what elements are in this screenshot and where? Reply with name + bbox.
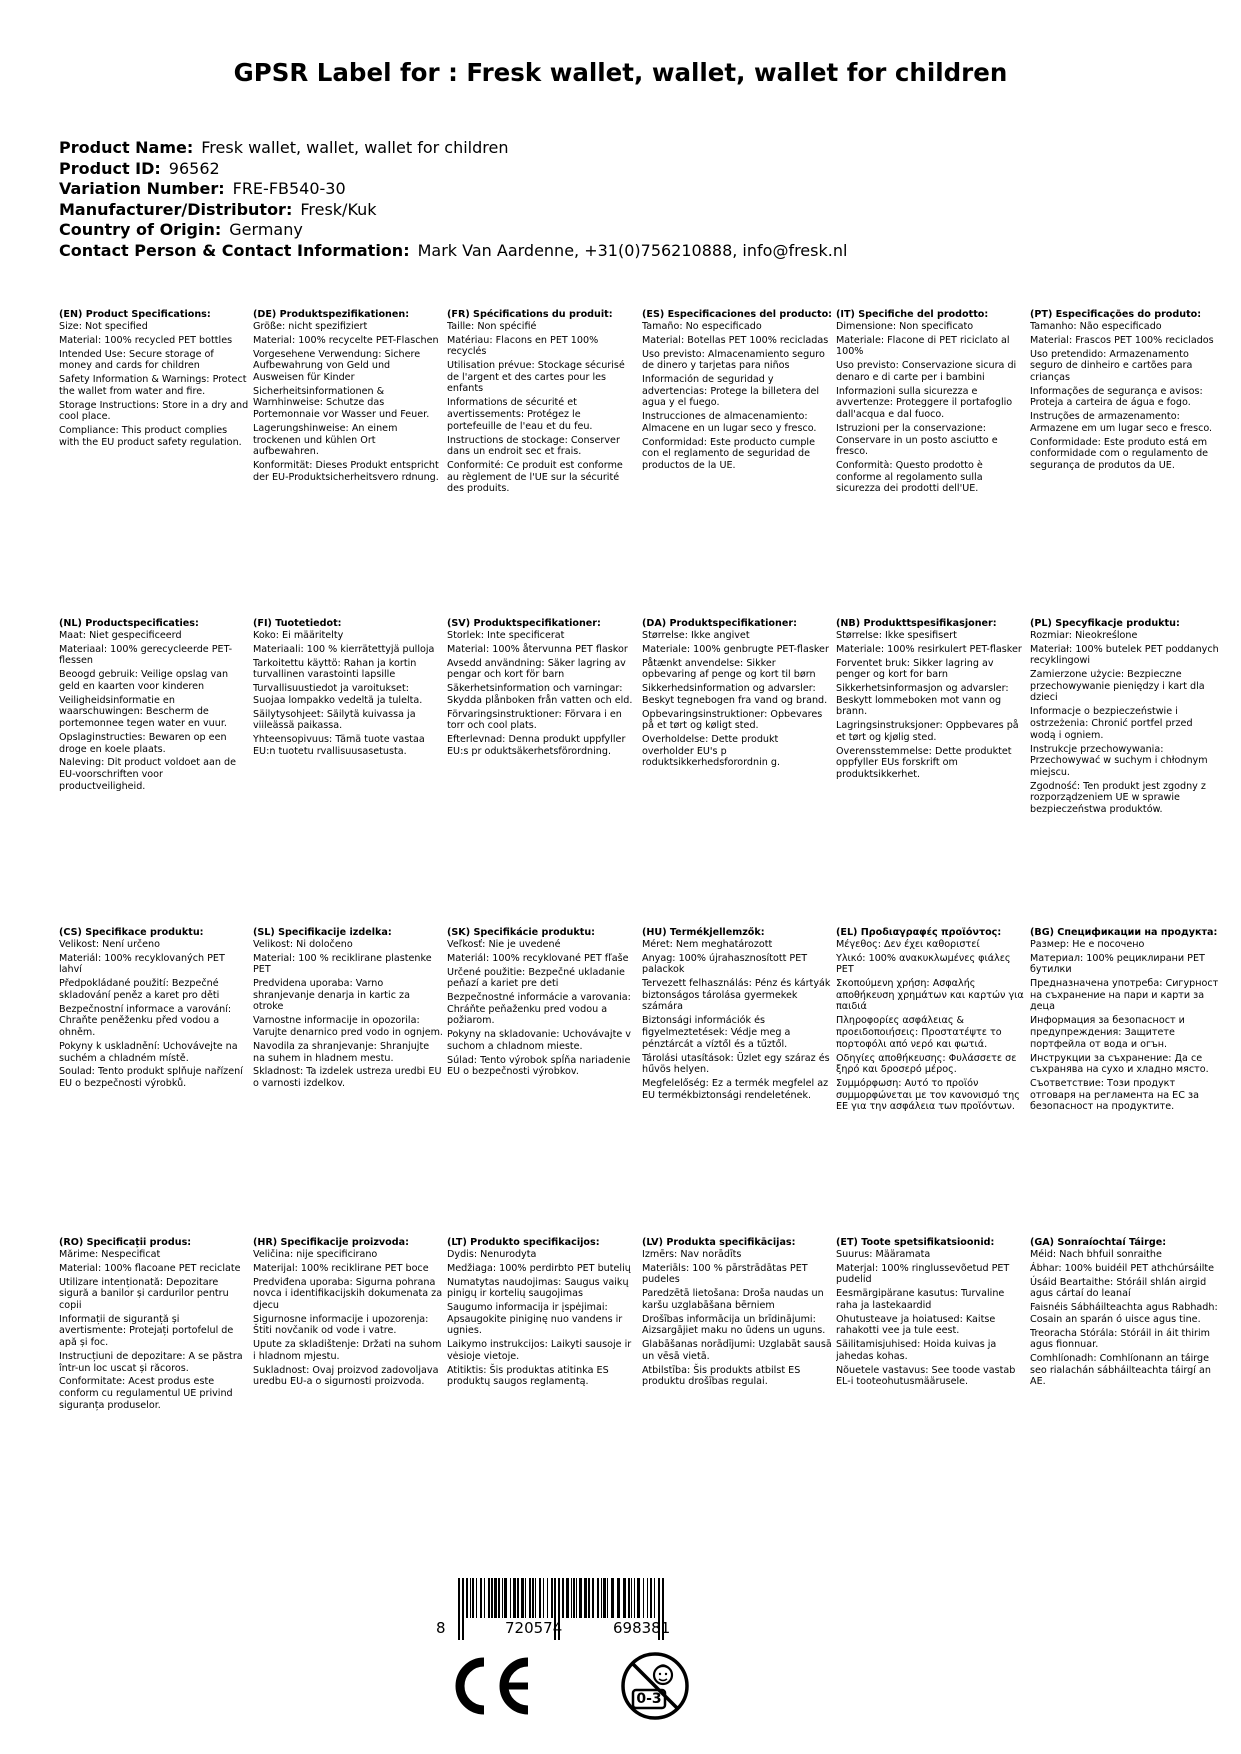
- spec-line: Varnostne informacije in opozorila: Varujte denarnico pred vodo in ognjem.: [253, 1015, 443, 1038]
- spec-line: Zamierzone użycie: Bezpieczne przechowywanie pieniędzy i kart dla dzieci: [1030, 669, 1205, 704]
- spec-line: Anyag: 100% újrahasznosított PET palackok: [642, 952, 808, 976]
- spec-line: Υλικό: 100% ανακυκλωμένες φιάλες PET: [836, 952, 1011, 976]
- spec-block: [836, 309, 1026, 497]
- spec-block: [1030, 927, 1220, 1115]
- spec-line: Glabāšanas norādījumi: Uzglabāt sausā un vēsā vietā.: [642, 1339, 832, 1362]
- spec-heading: (DE) Produktspezifikationen:: [253, 309, 410, 320]
- spec-heading: (HU) Termékjellemzők:: [642, 927, 765, 938]
- spec-line: Safety Information & Warnings: Protect the wallet from water and fire.: [59, 374, 247, 397]
- spec-heading: (FR) Spécifications du produit:: [447, 309, 613, 320]
- spec-heading: (IT) Specifiche del prodotto:: [836, 309, 989, 320]
- spec-block: [253, 309, 443, 486]
- spec-line: Instructions de stockage: Conserver dans un endroit sec et frais.: [447, 434, 620, 458]
- spec-line: Tamaño: No especificado: [642, 320, 762, 332]
- spec-heading: (ET) Toote spetsifikatsioonid:: [836, 1237, 995, 1248]
- spec-line: Utilisation prévue: Stockage sécurisé de l'argent et des cartes pour les enfants: [447, 360, 625, 395]
- spec-line: Súlad: Tento výrobok spĺňa nariadenie EU o bezpečnosti výrobkov.: [447, 1054, 631, 1078]
- info-value: Fresk/Kuk: [300, 199, 377, 219]
- spec-line: Informazioni sulla sicurezza e avvertenze: Proteggere il portafoglio dall'acqua e dal fuoco.: [836, 385, 1013, 420]
- spec-line: Material: 100 % reciklirane plastenke PET: [253, 952, 432, 976]
- spec-line: Úsáid Beartaithe: Stóráil shlán airgid agus cártaí do leanaí: [1030, 1276, 1207, 1300]
- spec-line: Rozmiar: Nieokreślone: [1030, 629, 1138, 641]
- spec-line: Compliance: This product complies with the EU product safety regulation.: [59, 425, 242, 448]
- spec-heading: (GA) Sonraíochtaí Táirge:: [1030, 1237, 1167, 1248]
- spec-block: [59, 618, 249, 795]
- spec-line: Utilizare intenționată: Depozitare sigură a banilor și cardurilor pentru copii: [59, 1276, 229, 1311]
- spec-line: Nõuetele vastavus: See toode vastab EL-i tooteohutusmäärusele.: [836, 1364, 1016, 1388]
- spec-line: Opbevaringsinstruktioner: Opbevares på et tørt og køligt sted.: [642, 708, 823, 732]
- spec-heading: (EL) Προδιαγραφές προϊόντος:: [836, 927, 1002, 938]
- spec-line: Bezpečnostní informace a varování: Chraňte peněženku před vodou a ohněm.: [59, 1003, 232, 1038]
- info-label: Country of Origin:: [59, 220, 222, 240]
- spec-block: [59, 309, 249, 451]
- spec-line: Material: 100% återvunna PET flaskor: [447, 643, 628, 655]
- spec-line: Materiāls: 100 % pārstrādātas PET pudeles: [642, 1262, 808, 1286]
- spec-line: Atbilstība: Šis produkts atbilst ES produktu drošības regulai.: [642, 1364, 801, 1388]
- spec-block: [642, 927, 832, 1104]
- spec-line: Sukladnost: Ovaj proizvod zadovoljava uredbu EU-a o sigurnosti proizvoda.: [253, 1364, 439, 1388]
- spec-line: Veľkosť: Nie je uvedené: [447, 938, 561, 950]
- spec-line: Intended Use: Secure storage of money and cards for children: [59, 348, 214, 372]
- not-for-children-0-3-icon: [619, 1650, 691, 1726]
- spec-line: Tárolási utasítások: Üzlet egy száraz és hűvös helyen.: [642, 1052, 830, 1076]
- variation-number-row: [59, 179, 847, 200]
- spec-line: Materjal: 100% ringlussevõetud PET pudelid: [836, 1262, 1010, 1286]
- spec-line: Lagerungshinweise: An einem trockenen und kühlen Ort aufbewahren.: [253, 422, 398, 458]
- spec-line: Conformidade: Este produto está em conformidade com o regulamento de segurança de produtos da UE.: [1030, 436, 1209, 472]
- spec-line: Forventet bruk: Sikker lagring av penger og kort for barn: [836, 657, 994, 681]
- spec-line: Numatytas naudojimas: Saugus vaikų pinigų ir kortelių saugojimas: [447, 1276, 629, 1300]
- spec-line: Uso previsto: Conservazione sicura di denaro e di carte per i bambini: [836, 360, 1017, 383]
- spec-line: Laikymo instrukcijos: Laikyti sausoje ir vėsioje vietoje.: [447, 1339, 632, 1362]
- spec-line: Dimensione: Non specificato: [836, 320, 974, 332]
- spec-line: Pokyny k uskladnění: Uchovávejte na suchém a chladném místě.: [59, 1040, 238, 1064]
- spec-line: Efterlevnad: Denna produkt uppfyller EU:s pr oduktsäkerhetsförordning.: [447, 734, 626, 757]
- spec-line: Οδηγίες αποθήκευσης: Φυλάσσετε σε ξηρό και δροσερό μέρος.: [836, 1052, 1017, 1076]
- spec-heading: (ES) Especificaciones del producto:: [642, 309, 832, 320]
- spec-line: Taille: Non spécifié: [447, 320, 537, 332]
- spec-line: Atitiktis: Šis produktas atitinka ES produktų saugos reglamentą.: [447, 1364, 609, 1388]
- spec-heading: (PT) Especificações do produto:: [1030, 309, 1202, 320]
- spec-line: Eesmärgipärane kasutus: Turvaline raha ja lastekaardid: [836, 1288, 1005, 1311]
- spec-line: Tervezett felhasználás: Pénz és kártyák biztonságos tárolása gyermekek számára: [642, 978, 831, 1013]
- spec-line: Overensstemmelse: Dette produktet oppfyller EUs forskrift om produktsikkerhet.: [836, 745, 1012, 781]
- info-value: 96562: [168, 158, 220, 178]
- spec-line: Matériau: Flacons en PET 100% recyclés: [447, 334, 599, 358]
- spec-line: Megfelelőség: Ez a termék megfelel az EU termékbiztonsági rendeletének.: [642, 1078, 829, 1101]
- spec-line: Predvidena uporaba: Varno shranjevanje denarja in kartic za otroke: [253, 978, 410, 1013]
- spec-block: [59, 927, 249, 1092]
- spec-line: Uso previsto: Almacenamiento seguro de dinero y tarjetas para niños: [642, 348, 825, 372]
- spec-heading: (PL) Specyfikacje produktu:: [1030, 618, 1180, 629]
- spec-line: Materiál: 100% recyklované PET fľaše: [447, 952, 629, 964]
- spec-line: Μέγεθος: Δεν έχει καθοριστεί: [836, 938, 980, 950]
- spec-line: Méret: Nem meghatározott: [642, 938, 773, 950]
- spec-line: Určené použitie: Bezpečné ukladanie peňazí a kariet pre deti: [447, 966, 625, 990]
- info-label: Manufacturer/Distributor:: [59, 199, 293, 219]
- spec-line: Påtænkt anvendelse: Sikker opbevaring af penge og kort til børn: [642, 657, 816, 681]
- info-value: FRE-FB540-30: [232, 179, 346, 199]
- spec-line: Conformità: Questo prodotto è conforme al regolamento sulla sicurezza dei prodotti dell'UE.: [836, 460, 983, 495]
- spec-line: Material: 100% recycled PET bottles: [59, 334, 233, 346]
- spec-block: [1030, 618, 1220, 818]
- spec-line: Instruções de armazenamento: Armazene em um lugar seco e fresco.: [1030, 411, 1213, 434]
- spec-line: Instrukcje przechowywania: Przechowywać w suchym i chłodnym miejscu.: [1030, 743, 1208, 778]
- info-label: Product ID:: [59, 158, 161, 178]
- spec-line: Drošības informācija un brīdinājumi: Aizsargājiet maku no ūdens un uguns.: [642, 1313, 826, 1337]
- spec-line: Säkerhetsinformation och varningar: Skydda plånboken från vatten och eld.: [447, 683, 633, 706]
- spec-line: Medžiaga: 100% perdirbto PET butelių: [447, 1262, 631, 1274]
- product-id-row: [59, 159, 847, 180]
- spec-line: Инструкции за съхранение: Да се съхранява на сухо и хладно място.: [1030, 1052, 1209, 1076]
- spec-line: Material: Frascos PET 100% reciclados: [1030, 334, 1214, 346]
- spec-line: Materiaali: 100 % kierrätettyjä pulloja: [253, 643, 435, 655]
- spec-heading: (SK) Špecifikácie produktu:: [447, 927, 596, 938]
- spec-block: [836, 618, 1026, 783]
- spec-line: Sigurnosne informacije i upozorenja: Štiti novčanik od vode i vatre.: [253, 1313, 429, 1337]
- spec-line: Předpokládané použití: Bezpečné skladování peněz a karet pro děti: [59, 978, 220, 1001]
- spec-line: Informações de segurança e avisos: Proteja a carteira de água e fogo.: [1030, 385, 1203, 409]
- product-info: [59, 138, 847, 262]
- spec-block: [642, 1237, 832, 1390]
- spec-heading: (LT) Produkto specifikacijos:: [447, 1237, 600, 1248]
- spec-line: Predviđena uporaba: Sigurna pohrana novca i identifikacijskih dokumenata za djecu: [253, 1276, 443, 1311]
- spec-block: [447, 927, 637, 1080]
- spec-line: Conformité: Ce produit est conforme au règlement de l'UE sur la sécurité des produits.: [447, 460, 623, 495]
- spec-block: [447, 1237, 637, 1390]
- spec-line: Materiale: 100% resirkulert PET-flasker: [836, 643, 1022, 655]
- spec-block: [253, 618, 443, 760]
- spec-block: [447, 309, 637, 497]
- spec-line: Maat: Niet gespecificeerd: [59, 629, 182, 641]
- spec-line: Σκοπούμενη χρήση: Ασφαλής αποθήκευση χρημάτων και καρτών για παιδιά: [836, 978, 1024, 1013]
- country-row: [59, 220, 847, 241]
- spec-line: Tarkoitettu käyttö: Rahan ja kortin turvallinen varastointi lapsille: [253, 657, 417, 681]
- spec-line: Navodila za shranjevanje: Shranjujte na suhem in hladnem mestu.: [253, 1040, 430, 1064]
- spec-block: [253, 927, 443, 1092]
- spec-line: Vorgesehene Verwendung: Sichere Aufbewahrung von Geld und Ausweisen für Kinder: [253, 348, 421, 383]
- spec-line: Предназначена употреба: Сигурност на съхранение на пари и карти за деца: [1030, 978, 1219, 1013]
- spec-line: Uso pretendido: Armazenamento seguro de dinheiro e cartões para crianças: [1030, 348, 1193, 383]
- spec-line: Размер: Не е посочено: [1030, 938, 1145, 950]
- spec-heading: (RO) Specificații produs:: [59, 1237, 192, 1248]
- spec-block: [59, 1237, 249, 1414]
- spec-line: Materijal: 100% reciklirane PET boce: [253, 1262, 429, 1274]
- spec-line: Pokyny na skladovanie: Uchovávajte v suchom a chladnom mieste.: [447, 1029, 631, 1052]
- spec-line: Material: Botellas PET 100% recicladas: [642, 334, 829, 346]
- spec-line: Størrelse: Ikke angivet: [642, 629, 750, 641]
- spec-line: Comhlíonadh: Comhlíonann an táirge seo rialachán sábháilteachta táirgí an AE.: [1030, 1353, 1211, 1388]
- spec-line: Mărime: Nespecificat: [59, 1248, 161, 1260]
- spec-heading: (CS) Specifikace produktu:: [59, 927, 204, 938]
- spec-line: Conformidad: Este producto cumple con el reglamento de seguridad de productos de la UE.: [642, 436, 815, 472]
- info-value: Fresk wallet, wallet, wallet for children: [201, 138, 509, 157]
- spec-line: Faisnéis Sábháilteachta agus Rabhadh: Cosain an sparán ó uisce agus tine.: [1030, 1302, 1218, 1325]
- spec-line: Size: Not specified: [59, 320, 148, 332]
- spec-line: Naleving: Dit product voldoet aan de EU-voorschriften voor productveiligheid.: [59, 757, 236, 792]
- barcode-digit-first: 8: [436, 1619, 446, 1637]
- spec-line: Veiligheidsinformatie en waarschuwingen: Bescherm de portemonnee tegen water en vuur.: [59, 694, 227, 729]
- spec-line: Instrucciones de almacenamiento: Almacene en un lugar seco y fresco.: [642, 411, 817, 434]
- spec-line: Material: 100% recycelte PET-Flaschen: [253, 334, 439, 346]
- spec-line: Dydis: Nenurodyta: [447, 1248, 537, 1260]
- spec-line: Opslaginstructies: Bewaren op een droge en koele plaats.: [59, 731, 227, 755]
- info-value: Germany: [229, 220, 303, 240]
- info-label: Variation Number:: [59, 179, 225, 199]
- spec-block: [447, 618, 637, 760]
- spec-block: [836, 927, 1026, 1115]
- spec-line: Materiale: Flacone di PET riciclato al 100%: [836, 334, 1010, 358]
- spec-line: Съответствие: Този продукт отговаря на регламента на ЕС за безопасност на продуктите.: [1030, 1078, 1199, 1113]
- spec-line: Zgodność: Ten produkt jest zgodny z rozporządzeniem UE w sprawie bezpieczeństwa produktów.: [1030, 780, 1206, 815]
- spec-line: Materiaal: 100% gerecycleerde PET-flessen: [59, 643, 233, 667]
- spec-line: Materiale: 100% genbrugte PET-flasker: [642, 643, 829, 655]
- spec-line: Sicherheitsinformationen & Warnhinweise: Schutze das Portemonnaie vor Wasser und Feuer.: [253, 385, 430, 420]
- spec-line: Lagringsinstruksjoner: Oppbevares på et tørt og kjølig sted.: [836, 720, 1019, 743]
- spec-line: Veličina: nije specificirano: [253, 1248, 378, 1260]
- spec-line: Πληροφορίες ασφάλειας & προειδοποιήσεις: Προστατέψτε το πορτοφόλι από νερό και φωτιά.: [836, 1015, 1002, 1050]
- spec-line: Velikost: Ni določeno: [253, 938, 353, 950]
- spec-block: [1030, 309, 1220, 474]
- spec-line: Suurus: Määramata: [836, 1248, 931, 1260]
- spec-block: [642, 309, 832, 474]
- spec-line: Treoracha Stórála: Stóráil in áit thirim agus fionnuar.: [1030, 1327, 1210, 1351]
- spec-line: Materiál: 100% recyklovaných PET lahví: [59, 952, 225, 976]
- info-label: Contact Person & Contact Information:: [59, 240, 410, 260]
- spec-heading: (LV) Produkta specifikācijas:: [642, 1237, 796, 1248]
- spec-heading: (SV) Produktspecifikationer:: [447, 618, 601, 629]
- page-title: GPSR Label for : Fresk wallet, wallet, wallet for children: [233, 58, 1008, 87]
- spec-line: Turvallisuustiedot ja varoitukset: Suojaa lompakko vedeltä ja tulelta.: [253, 683, 423, 706]
- spec-line: Informations de sécurité et avertissements: Protégez le portefeuille de l'eau et du feu.: [447, 397, 593, 432]
- spec-line: Skladnost: Ta izdelek ustreza uredbi EU o varnosti izdelkov.: [253, 1066, 442, 1090]
- barcode-digits-left: 720574: [505, 1619, 563, 1637]
- spec-block: [642, 618, 832, 771]
- spec-heading: (EN) Product Specifications:: [59, 309, 211, 320]
- spec-line: Koko: Ei määritelty: [253, 629, 344, 641]
- age-label: 0-3: [636, 1691, 662, 1707]
- spec-line: Säilytysohjeet: Säilytä kuivassa ja viileässä paikassa.: [253, 708, 416, 732]
- spec-line: Soulad: Tento produkt splňuje nařízení EU o bezpečnosti výrobků.: [59, 1066, 243, 1090]
- spec-line: Konformität: Dieses Produkt entspricht der EU-Produktsicherheitsvero rdnung.: [253, 460, 439, 483]
- spec-line: Izmērs: Nav norādīts: [642, 1248, 742, 1260]
- spec-line: Upute za skladištenje: Držati na suhom i hladnom mjestu.: [253, 1339, 442, 1362]
- spec-line: Overholdelse: Dette produkt overholder EU's p roduktsikkerhedsforordnin g.: [642, 734, 781, 769]
- spec-line: Avsedd användning: Säker lagring av pengar och kort för barn: [447, 657, 626, 681]
- spec-heading: (NB) Produkttspesifikasjoner:: [836, 618, 997, 629]
- spec-line: Storage Instructions: Store in a dry and cool place.: [59, 399, 249, 423]
- product-name-row: [59, 138, 847, 159]
- spec-line: Информация за безопасност и предупреждения: Защитете портфейла от вода и огън.: [1030, 1015, 1185, 1050]
- spec-heading: (HR) Specifikacije proizvoda:: [253, 1237, 409, 1248]
- spec-line: Материал: 100% рециклирани PET бутилки: [1030, 952, 1205, 976]
- contact-row: [59, 241, 847, 262]
- spec-line: Velikost: Není určeno: [59, 938, 160, 950]
- spec-line: Sikkerhedsinformation og advarsler: Beskyt tegnebogen fra vand og brand.: [642, 683, 828, 706]
- spec-line: Paredzētā lietošana: Droša naudas un karšu uzglabāšana bērniem: [642, 1288, 824, 1311]
- barcode-digits-right: 698381: [613, 1619, 671, 1637]
- spec-block: [836, 1237, 1026, 1390]
- spec-line: Biztonsági információk és figyelmeztetések: Védje meg a pénztárcát a víztől és a tűztől.: [642, 1015, 791, 1050]
- spec-line: Størrelse: Ikke spesifisert: [836, 629, 957, 641]
- spec-line: Yhteensopivuus: Tämä tuote vastaa EU:n tuotetu rvallisuusasetusta.: [253, 734, 425, 757]
- spec-heading: (FI) Tuotetiedot:: [253, 618, 342, 629]
- spec-heading: (DA) Produktspecifikationer:: [642, 618, 797, 629]
- spec-heading: (BG) Спецификации на продукта:: [1030, 927, 1218, 938]
- spec-line: Sikkerhetsinformasjon og advarsler: Beskytt lommeboken mot vann og brann.: [836, 683, 1009, 718]
- spec-line: Informacje o bezpieczeństwie i ostrzeżenia: Chronić portfel przed wodą i ogniem.: [1030, 706, 1193, 741]
- spec-line: Informații de siguranță și avertismente: Protejați portofelul de apă și foc.: [59, 1313, 234, 1348]
- spec-block: [1030, 1237, 1220, 1390]
- ce-mark-icon: [448, 1656, 532, 1720]
- spec-heading: (SL) Specifikacije izdelka:: [253, 927, 392, 938]
- spec-line: Conformitate: Acest produs este conform cu regulamentul UE privind siguranța produselor.: [59, 1376, 233, 1411]
- spec-line: Ohutusteave ja hoiatused: Kaitse rahakotti vee ja tule eest.: [836, 1313, 996, 1337]
- spec-line: Méid: Nach bhfuil sonraithe: [1030, 1248, 1162, 1260]
- spec-line: Tamanho: Não especificado: [1030, 320, 1162, 332]
- spec-line: Säilitamisjuhised: Hoida kuivas ja jahedas kohas.: [836, 1339, 997, 1362]
- spec-line: Información de seguridad y advertencias: Protege la billetera del agua y el fuego.: [642, 374, 820, 409]
- spec-line: Istruzioni per la conservazione: Conservare in un posto asciutto e fresco.: [836, 422, 998, 458]
- spec-line: Συμμόρφωση: Αυτό το προϊόν συμμορφώνεται με τον κανονισμό της ΕΕ για την ασφάλεια των προϊόντων.: [836, 1078, 1020, 1113]
- spec-line: Materiał: 100% butelek PET poddanych recyklingowi: [1030, 643, 1219, 667]
- manufacturer-row: [59, 200, 847, 221]
- spec-line: Ábhar: 100% buidéil PET athchúrsáilte: [1030, 1262, 1215, 1274]
- spec-heading: (NL) Productspecificaties:: [59, 618, 199, 629]
- spec-line: Beoogd gebruik: Veilige opslag van geld en kaarten voor kinderen: [59, 669, 229, 692]
- spec-line: Größe: nicht spezifiziert: [253, 320, 368, 332]
- spec-line: Förvaringsinstruktioner: Förvara i en torr och cool plats.: [447, 708, 622, 732]
- spec-block: [253, 1237, 443, 1390]
- info-value: Mark Van Aardenne, +31(0)756210888, info@fresk.nl: [417, 240, 848, 260]
- spec-line: Instrucțiuni de depozitare: A se păstra într-un loc uscat și răcoros.: [59, 1350, 243, 1374]
- spec-line: Material: 100% flacoane PET reciclate: [59, 1262, 241, 1274]
- info-label: Product Name:: [59, 138, 194, 157]
- spec-line: Saugumo informacija ir įspėjimai: Apsaugokite piniginę nuo vandens ir ugnies.: [447, 1302, 623, 1337]
- spec-line: Bezpečnostné informácie a varovania: Chráňte peňaženku pred vodou a požiarom.: [447, 992, 631, 1027]
- spec-line: Storlek: Inte specificerat: [447, 629, 565, 641]
